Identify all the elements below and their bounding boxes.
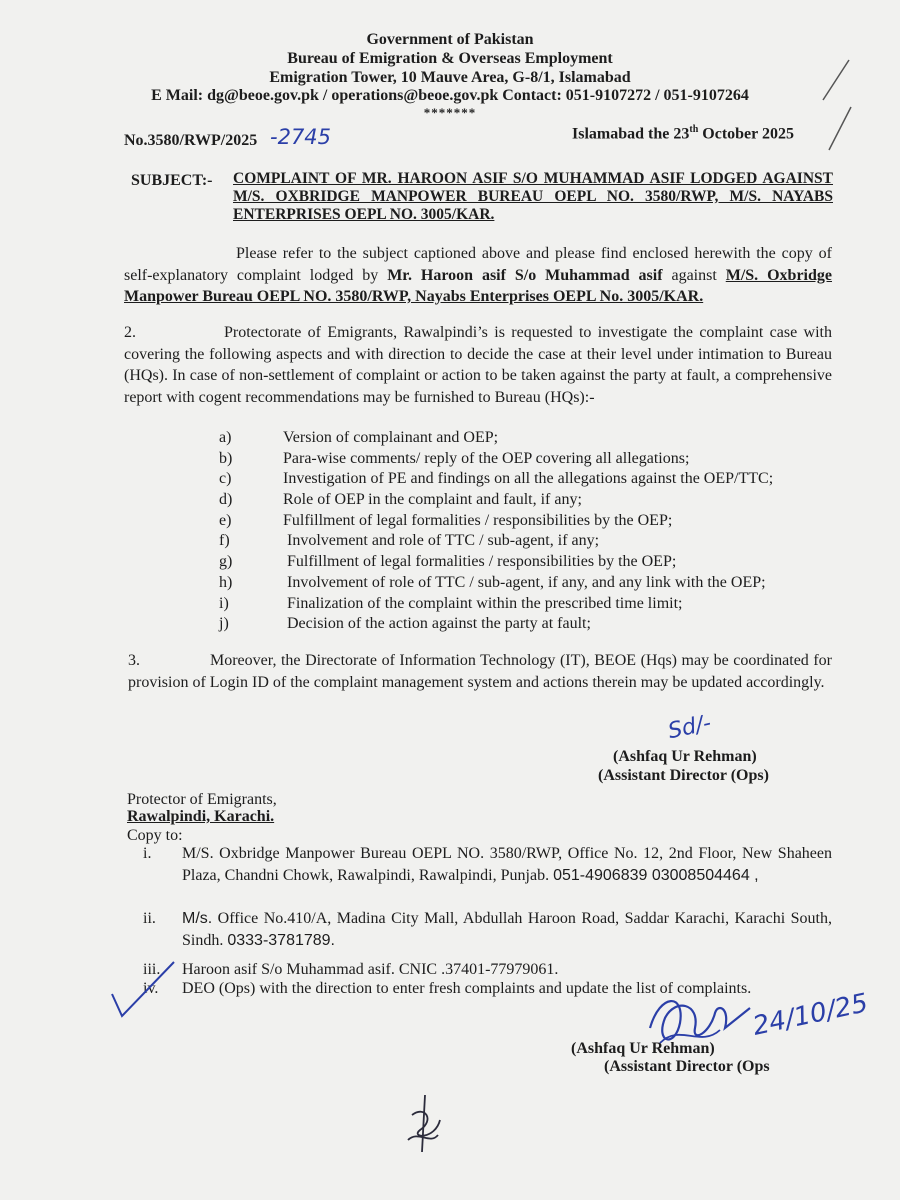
list-item: i) Finalization of the complaint within the prescribed time limit; bbox=[219, 594, 683, 612]
list-item: b) Para-wise comments/ reply of the OEP covering all allegations; bbox=[219, 449, 690, 467]
addressee: Protector of Emigrants, bbox=[127, 791, 277, 808]
copy-item-4: iv. DEO (Ops) with the direction to enter fresh complaints and update the list of complaints. bbox=[143, 980, 752, 997]
list-item: j) Decision of the action against the party at fault; bbox=[219, 615, 591, 633]
reference-number: No.3580/RWP/2025 bbox=[124, 132, 258, 149]
scan-mark-icon bbox=[815, 55, 855, 155]
list-item: e) Fulfillment of legal formalities / responsibilities by the OEP; bbox=[219, 511, 673, 529]
paragraph-2: 2. Protectorate of Emigrants, Rawalpindi’s is requested to investigate the complaint case with covering the following aspects and with direction to decide the case at their level under intimation to Bureau (HQs). In case of non-settlement of complaint or action to be taken against the party at fault, a comprehensive report with cogent recommendations may be furnished to Bureau (HQs):- bbox=[124, 324, 832, 406]
respondent-names: M/S. Oxbridge Manpower Bureau OEPL NO. 3580/RWP, Nayabs Enterprises OEPL No. 3005/KAR. bbox=[124, 266, 832, 305]
handwritten-date: 24/10/25 bbox=[750, 988, 871, 1042]
signatory-title: (Assistant Director (Ops) bbox=[598, 767, 769, 784]
list-item: c) Investigation of PE and findings on all the allegations against the OEP/TTC; bbox=[219, 470, 774, 488]
signatory-title-2: (Assistant Director (Ops bbox=[604, 1058, 770, 1075]
header-government: Government of Pakistan bbox=[366, 31, 534, 48]
signatory-name: (Ashfaq Ur Rehman) bbox=[613, 748, 757, 765]
paragraph-1: Please refer to the subject captioned above and please find enclosed herewith the copy of self-explanatory complaint lodged by Mr. Haroon asif S/o Muhammad asif against M/S. Oxbridge Manpower Bureau OEPL NO. 3580/RWP, Nayabs Enterprises OEPL No. 3005/KAR. bbox=[124, 245, 832, 305]
paragraph-3: 3. Moreover, the Directorate of Information Technology (IT), BEOE (Hqs) may be coordinated for provision of Login ID of the complaint management system and actions therein may be updated accordingly. bbox=[128, 652, 832, 691]
copy-item-3: iii. Haroon asif S/o Muhammad asif. CNIC .37401-77979061. bbox=[143, 961, 559, 978]
list-item: g) Fulfillment of legal formalities / responsibilities by the OEP; bbox=[219, 553, 677, 571]
copy-to-label: Copy to: bbox=[127, 827, 183, 844]
list-item: d) Role of OEP in the complaint and fault, if any; bbox=[219, 491, 582, 509]
copy-item-2: ii. M/s. Office No.410/A, Madina City Mall, Abdullah Haroon Road, Saddar Karachi, Karachi South, Sindh. 0333-3781789. bbox=[143, 910, 832, 949]
signature-mark: Sd/- bbox=[665, 710, 714, 745]
list-item: a) Version of complainant and OEP; bbox=[219, 429, 499, 446]
addressee-city: Rawalpindi, Karachi. bbox=[127, 808, 275, 825]
initials-scribble-icon bbox=[400, 1090, 450, 1160]
letter-date: Islamabad the 23th October 2025 bbox=[572, 124, 794, 143]
list-item: h) Involvement of role of TTC / sub-agent, if any, and any link with the OEP; bbox=[219, 573, 766, 591]
header-address: Emigration Tower, 10 Mauve Area, G-8/1, Islamabad bbox=[269, 69, 631, 86]
header-contact: E Mail: dg@beoe.gov.pk / operations@beoe.gov.pk Contact: 051-9107272 / 051-9107264 bbox=[151, 87, 749, 104]
list-item: f) Involvement and role of TTC / sub-agent, if any; bbox=[219, 532, 600, 550]
complainant-name: Mr. Haroon asif S/o Muhammad asif bbox=[387, 266, 663, 284]
header-bureau: Bureau of Emigration & Overseas Employment bbox=[287, 50, 613, 67]
signatory-name-2: (Ashfaq Ur Rehman) bbox=[571, 1040, 715, 1057]
handwritten-dispatch-number: -2745 bbox=[270, 125, 332, 149]
aspects-list bbox=[219, 428, 819, 635]
header-stars: ******* bbox=[423, 105, 477, 120]
copy-item-1: i. M/S. Oxbridge Manpower Bureau OEPL NO. 3580/RWP, Office No. 12, 2nd Floor, New Shaheen Plaza, Chandni Chowk, Rawalpindi, Rawalpindi, Punjab. 051-4906839 03008504464 , bbox=[143, 845, 832, 884]
subject-text: COMPLAINT OF MR. HAROON ASIF S/O MUHAMMAD ASIF LODGED AGAINST M/S. OXBRIDGE MANPOWER BUREAU OEPL NO. 3580/RWP, M/S. NAYABS ENTERPRISES OEPL NO. 3005/KAR. bbox=[233, 170, 833, 223]
tick-mark-icon bbox=[108, 958, 178, 1022]
subject-label: SUBJECT:- bbox=[131, 172, 213, 189]
